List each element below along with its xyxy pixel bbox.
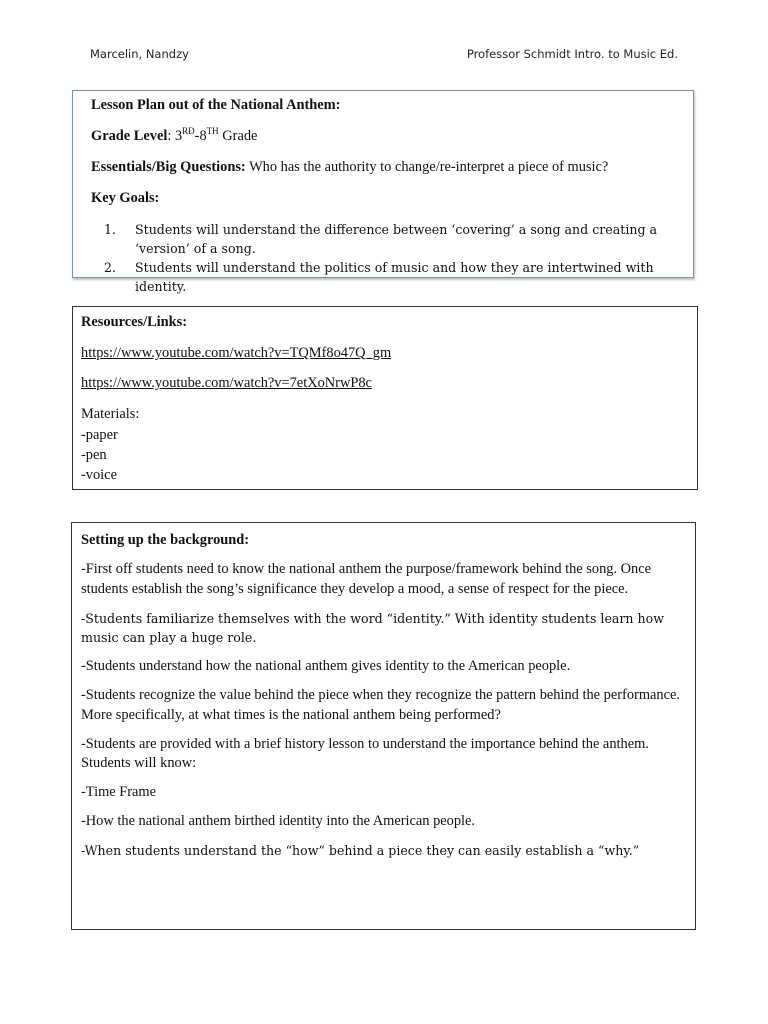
essentials	[91, 158, 693, 177]
resources-title: Resources/Links:	[81, 314, 188, 330]
goal-text: Students will understand the politics of music and how they are intertwined with identity.	[135, 260, 654, 294]
goal-number: 2.	[103, 260, 116, 275]
grade-suffix: Grade	[218, 128, 258, 144]
essentials-label: Essentials/Big Questions:	[91, 159, 246, 175]
background-paragraph: -Time Frame	[81, 784, 157, 800]
material-item: -pen	[81, 447, 107, 463]
background-paragraph: -First off students need to know the national anthem the purpose/framework behind the song. Once students establish the song’s significance they develop a mood, a sense of respect for the piece.	[81, 561, 652, 597]
material-item: -voice	[81, 467, 117, 483]
background-paragraph: -How the national anthem birthed identity into the American people.	[81, 813, 476, 829]
background-paragraph: -Students familiarize themselves with the word “identity.” With identity students learn how music can play a huge role.	[81, 610, 665, 645]
materials-label: Materials:	[81, 406, 140, 422]
material-item: -paper	[81, 427, 118, 443]
background-paragraph: -Students recognize the value behind the piece when they recognize the pattern behind the performance. More specifically, at what times is the national anthem being performed?	[81, 687, 680, 723]
grade-level: Grade Level: 3RD-8TH Grade	[91, 126, 258, 144]
grade-from: 3	[174, 128, 183, 144]
background-paragraph: -Students are provided with a brief history lesson to understand the importance behind the anthem. Students will know:	[81, 735, 649, 771]
course-title: Professor Schmidt Intro. to Music Ed.	[466, 47, 678, 61]
background-title: Setting up the background:	[81, 532, 250, 548]
grade-level-label: Grade Level	[91, 128, 168, 144]
goal-item	[91, 258, 693, 296]
grade-to-sup: TH	[206, 126, 219, 136]
lesson-plan-box	[72, 90, 694, 294]
goal-text: Students will understand the difference between ‘covering’ a song and creating a ‘version’ of a song.	[135, 222, 658, 256]
grade-dash: -8	[194, 128, 207, 144]
goal-number: 1.	[103, 222, 116, 237]
essentials-text: Who has the authority to change/re-interpret a piece of music?	[245, 159, 609, 175]
grade-from-sup: RD	[182, 126, 195, 136]
author-name: Marcelin, Nandzy	[90, 47, 189, 61]
resources-box	[72, 306, 698, 490]
background-paragraph: -When students understand the “how” behind a piece they can easily establish a “why.”	[81, 843, 640, 858]
youtube-link-2[interactable]: https://www.youtube.com/watch?v=7etXoNrwP8c	[81, 375, 372, 391]
youtube-link-1[interactable]: https://www.youtube.com/watch?v=TQMf8o47Q_gm	[81, 345, 392, 361]
key-goals-label: Key Goals:	[91, 190, 160, 206]
background-box	[71, 522, 696, 930]
lesson-plan-title: Lesson Plan out of the National Anthem:	[91, 97, 341, 113]
key-goals-list	[91, 220, 693, 296]
goal-item	[91, 220, 693, 258]
background-paragraph: -Students understand how the national anthem gives identity to the American people.	[81, 658, 571, 674]
